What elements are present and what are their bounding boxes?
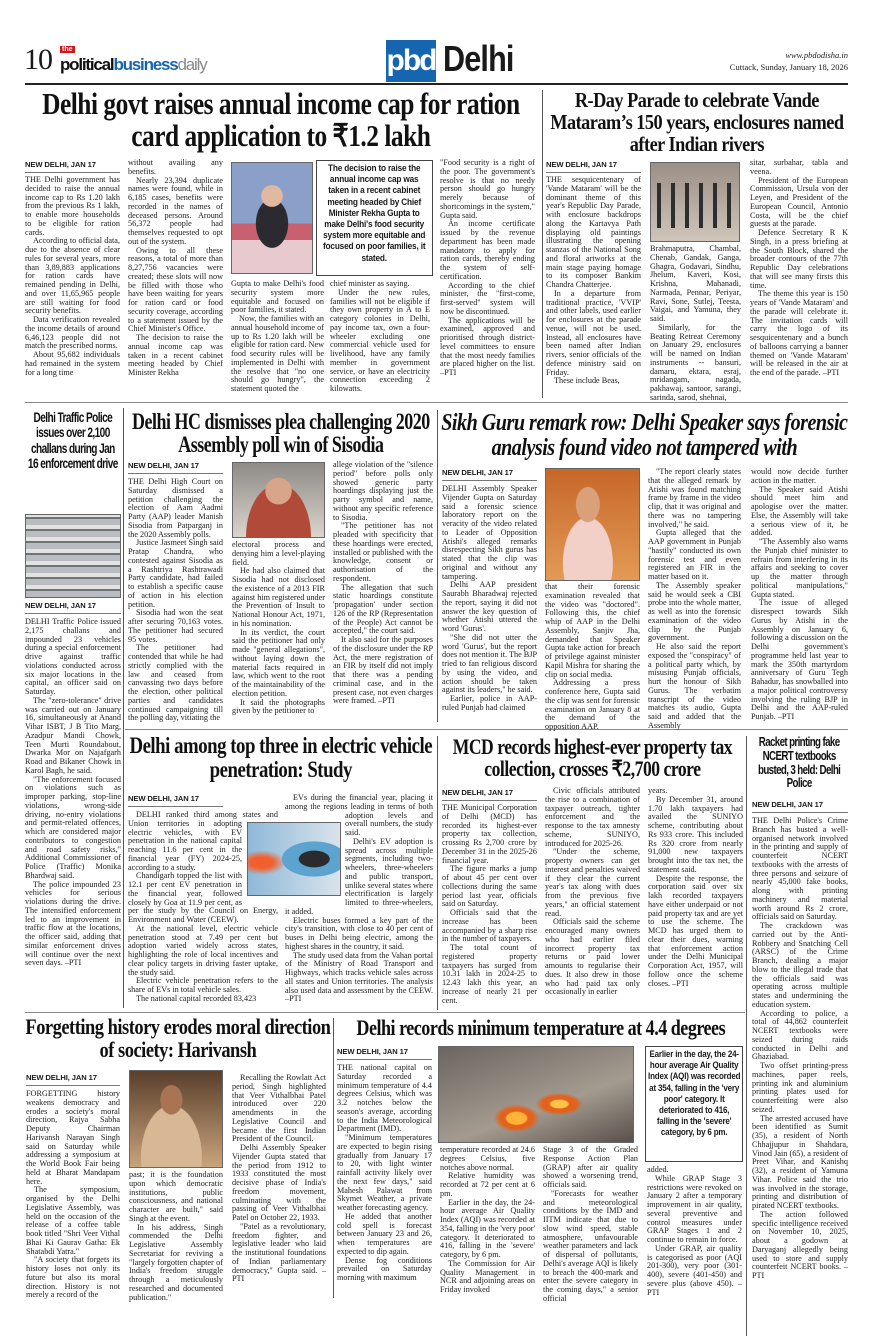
- paragraph: temperature recorded at 24.6 degrees Celsius, five notches above normal.: [440, 1145, 535, 1172]
- paragraph: electoral process and denying him a level-playing field.: [232, 540, 325, 567]
- paragraph: DELHI Assembly Speaker Vijender Gupta on Saturday said a forensic science laboratory report on the veracity of the video related to Leader of Opposition Atishi's alleged remarks disrespecting Sikh gurus has stated that the clip was original and without any tampering.: [442, 484, 537, 581]
- photo-harivansh: [129, 1070, 223, 1168]
- paragraph: Electric buses formed a key part of the city's transition, with close to 40 per cent of buses in Delhi being electric, among the highest shares in the country, it said.: [285, 915, 433, 951]
- paragraph: added.: [647, 1165, 669, 1174]
- paragraph: Stage 3 of the Graded Response Action Plan (GRAP) after air quality showed a worsening trend, officials said.: [543, 1145, 638, 1189]
- article-column: [647, 1166, 742, 1300]
- paragraph: According to official data, due to the absence of clear rules for several years, more than 3,89,883 applications for ration cards have remained pending in Delhi, and over 11,65,965 people are still waiting for food security benefits.: [25, 236, 120, 316]
- paragraph: Data verification revealed the income details of around 6,46,123 people did not match the prescribed norms.: [25, 315, 120, 351]
- pull-quote: The decision to raise the annual income cap was taken in a recent cabinet meeting headed by Chief Minister Rekha Gupta to make Delhi's food security system more equitable and focused on poor families, it stated.: [322, 163, 426, 264]
- article-column: [648, 467, 741, 730]
- dateline: NEW DELHI, JAN 17: [128, 461, 223, 474]
- paragraph: Delhi's EV adoption is spread across multiple segments, including two-wheelers, three-wheelers and public transport, unlike several states where electrification is largely limited to three-wheelers, it added.: [285, 836, 433, 916]
- paragraph: An income certificate issued by the revenue department has been made mandatory to apply for ration cards, thereby ending the system of self-certification.: [440, 219, 535, 281]
- paragraph: Chandigarh topped the list with 12.1 per cent EV penetration in the financial year, followed closely by Goa at 11.9 per cent, as per the study by the Council on Energy, Environment and Water (CEEW).: [128, 871, 278, 924]
- paragraph: He also said the report exposed the "conspiracy" of a political party which, by misusing Punjab officials, hurt the honour of Sikh Gurus. The verbatim transcript of the video matches its audio, Gupta said and added that the Assembly: [648, 642, 741, 730]
- paragraph: The police impounded 23 vehicles for serious violations during the drive. The intensified enforcement led to an improvement in traffic flow at the locations, the officer said, adding that similar enforcement drives will continue over the next seven days. –PTI: [25, 879, 121, 968]
- column-rule: [437, 736, 438, 1010]
- paragraph: years.: [648, 786, 668, 795]
- paragraph: past; it is the foundation upon which democratic institutions, public consciousness, and national character are built," said Singh at the event.: [129, 1170, 223, 1223]
- paragraph: "The Assembly also warns the Punjab chief minister to refrain from interfering in its affairs and seeking to cover up the matter through political manipulations," Gupta stated.: [751, 537, 848, 599]
- article-column: [545, 582, 640, 731]
- paragraph: Officials said that the increase has been accompanied by a sharp rise in the number of taxpayers.: [442, 908, 537, 944]
- article-column: [440, 1146, 535, 1300]
- logo-business: business: [113, 55, 178, 74]
- paragraph: The study used data from the Vahan portal of the Ministry of Road Transport and Highways, which tracks vehicle sales across all states and Union territories. The analysis also used data and assessment by the CEEW. –PTI: [285, 950, 433, 1004]
- logo-political: political: [60, 55, 114, 74]
- article-column: [231, 280, 324, 400]
- paragraph: THE Delhi government has decided to raise the annual income cap to Rs 1.20 lakh from the previous Rs 1 lakh, to enable more households to be eligible for ration cards.: [25, 175, 120, 237]
- paragraph: Nearly 23,394 duplicate names were found, while in 6,185 cases, benefits were recorded in the names of deceased persons. Around 56,372 people had themselves requested to opt out of the system.: [128, 175, 223, 246]
- paragraph: without availing any benefits.: [128, 158, 223, 176]
- article-column: [751, 468, 848, 726]
- photo-rekha-gupta: [231, 162, 313, 274]
- paragraph: Brahmaputra, Chambal, Chenab, Gandak, Ganga, Ghagra, Godavari, Sindhu, Jhelum, Kaveri, Kosi, Krishna, Mahanadi, Narmada, Pennar, Periyar, Ravi, Sone, Sutlej, Teesta, Vaigai, and Yamuna, they said.: [650, 244, 741, 323]
- dateline: NEW DELHI, JAN 17: [26, 1073, 120, 1086]
- column-rule: [333, 1018, 334, 1298]
- paragraph: Now, the families with an annual household income of up to Rs 1.20 lakh will be eligible for ration card. New food security rules will be implemented in Delhi with the resolve that "no one should go hungry", the statement quoted the: [231, 314, 324, 393]
- paragraph: Owing to all these reasons, a total of more than 8,27,756 vacancies were created; these slots will now be filled with those who have been waiting for years for ration card or food security coverage, according to a statement issued by the Chief Minister's Office.: [128, 245, 223, 334]
- paragraph: "She did not utter the word 'Gurus', but the report does not mention it. The BJP tried to fan religious discord by using the video, and action should be taken against its leaders," he said.: [442, 632, 537, 695]
- section-badge: pbd: [386, 40, 436, 82]
- article-column: [648, 787, 743, 1010]
- photo-vijender-gupta: [545, 468, 640, 581]
- paragraph: Despite the response, the corporation said over six lakh recorded taxpayers have either underpaid or not paid property tax and are yet to use the scheme. The MCD has urged them to clear their dues, warning that enforcement action under the Delhi Municipal Corporation Act, 1957, will follow once the scheme closes. –PTI: [648, 873, 743, 988]
- photo-manish-sisodia: [232, 462, 325, 538]
- paragraph: In a departure from traditional practice, 'VVIP' and other labels, used earlier for enclosures at the parade venue, will not be used. Instead, all enclosures have been named after Indian rivers, senior officials of the defence ministry said on Friday.: [546, 288, 641, 377]
- paragraph: "A society that forgets its history loses not only its future but also its moral direction. History is not merely a record of the: [26, 1255, 120, 1300]
- article-column: [129, 1171, 223, 1301]
- dateline: NEW DELHI, JAN 17: [752, 800, 848, 813]
- dateline: NEW DELHI, JAN 17: [337, 1047, 432, 1060]
- paragraph: THE national capital on Saturday recorded a minimum temperature of 4.4 degrees Celsius, which was 3.2 notches below the season's average, according to the India Meteorological Department (IMD).: [337, 1063, 432, 1134]
- paragraph: According to the chief minister, the "first-come, first-served" system will now be discontinued.: [440, 280, 535, 316]
- paragraph: Justice Jasmeet Singh said Pratap Chandra, who contested against Sisodia as a Rashtriya Rashtrawadi Party candidate, had failed to establish a specific cause of action in his election petition.: [128, 538, 223, 609]
- headline[interactable]: Sikh Guru remark row: Delhi Speaker says forensic analysis found video not tampered with: [441, 409, 848, 461]
- headline[interactable]: MCD records highest-ever property tax collection, crosses ₹2,700 crore: [452, 734, 733, 782]
- paragraph: About 95,682 individuals had remained in the system for a long time: [25, 350, 120, 377]
- paragraph: While GRAP Stage 3 restrictions were revoked on January 2 after a temporary improvement in air quality, several preventive and control measures under GRAP Stages 1 and 2 continue to remain in force.: [647, 1173, 742, 1244]
- pull-quote-box: [316, 160, 433, 276]
- paragraph: that their forensic examination revealed that the video was "doctored". Following this, the chief whip of AAP in the Delhi Assembly, Sanjiv Jha, demanded that Speaker Gupta take action for breach of privilege against minister Kapil Mishra for sharing the clip on social media.: [545, 582, 640, 679]
- pull-quote-box: [645, 1046, 743, 1162]
- paragraph: "The report clearly states that the alleged remark by Atishi was found matching frame by frame in the video clip, that it was original and there was no tampering involved," he said.: [648, 467, 741, 529]
- section-rule: [25, 1012, 745, 1013]
- headline[interactable]: Racket printing fake NCERT textbooks busted, 3 held: Delhi Police: [758, 735, 841, 791]
- headline[interactable]: Delhi Traffic Police issues over 2,100 challans during Jan 16 enforcement drive: [27, 409, 118, 472]
- paragraph: Electric vehicle penetration refers to the share of EVs in total vehicle sales.: [128, 976, 278, 994]
- photo-traffic-jam: [25, 514, 121, 598]
- photo-bonfire: [438, 1046, 634, 1143]
- paragraph: The Speaker said Atishi should meet him and apologise over the matter. Else, the Assembly will take a serious view of it, he added.: [751, 484, 848, 538]
- article-column: [442, 485, 537, 726]
- paragraph: "The enforcement focused on violations such as improper parking, stop-line violations, wrong-side driving, no-entry violations and permit-related offences, which are considered major contributors to congestion and road safety risks," Additional Commissioner of Police (Traffic) Monika Bhardwaj said.: [25, 774, 121, 880]
- headline[interactable]: Delhi govt raises annual income cap for ration card application to ₹1.2 lakh: [42, 86, 520, 153]
- paragraph: He had also claimed that Sisodia had not disclosed the existence of a 2013 FIR against him registered under the Prevention of Insult to National Honour Act, 1971, in his nomination.: [232, 566, 325, 628]
- paragraph: It also said for the purposes of the disclosure under the RP Act, the mere registration of an FIR by itself did not imply that there was a pending criminal case, and in the present case, not even charges were framed. –PTI: [333, 635, 433, 706]
- paragraph: By December 31, around 1.70 lakh taxpayers had availed the SUNIYO scheme, contributing about Rs 933 crore. This included Rs 320 crore from nearly 91,000 new taxpayers brought into the tax net, the statement said.: [648, 794, 743, 874]
- paragraph: These include Beas,: [554, 376, 620, 386]
- paragraph: Under the new rules, families will not be eligible if they own property in A to E category colonies in Delhi, pay income tax, own a four-wheeler excluding one commercial vehicle used for livelihood, have any family member in government service, or have an electricity connection exceeding 2 kilowatts.: [330, 287, 430, 393]
- dateline: NEW DELHI, JAN 17: [546, 160, 641, 173]
- article-column: [26, 1090, 120, 1300]
- article-column: [650, 245, 741, 400]
- paragraph: The Assembly speaker said he would seek a CBI probe into the whole matter, as well as into the forensic examination of the video clip by the Punjab government.: [648, 580, 741, 643]
- column-rule: [746, 736, 747, 1336]
- paragraph: The issue of alleged disrespect towards Sikh Gurus by Atishi in the Assembly on January 6, following a discussion on the Delhi government's programme held last year to mark the 350th martyrdom anniversary of Guru Tegh Bahadur, has snowballed into a major political controversy involving the ruling BJP in Delhi and the AAP-ruled Punjab. –PTI: [751, 598, 848, 721]
- paragraph: "Food security is a right of the poor. The government's resolve is that no needy person should go hungry merely because of shortcomings in the system," Gupta said.: [440, 158, 535, 220]
- paragraph: "The petitioner has not pleaded with specificity that these hoardings were erected, installed or published with the knowledge, consent or authorisation of the respondent.: [333, 521, 433, 583]
- column-rule: [123, 408, 124, 1008]
- paragraph: "Forecasts for weather and meteorological conditions by the IMD and IITM indicate that due to slow wind speed, stable atmosphere, unfavourable weather parameters and lack of dispersal of pollutants, Delhi's average AQI is likely to breach the 400-mark and enter the severe category in the coming days," a senior official: [543, 1188, 638, 1303]
- paragraph: "Patel as a revolutionary, freedom fighter, and legislative leader who laid the institutional foundations of Indian parliamentary democracy," Gupta said. –PTI: [232, 1221, 326, 1284]
- paragraph: Defence Secretary R K Singh, in a press briefing at the South Block, shared the broader contours of the 77th Republic Day celebrations that will see many firsts this time.: [750, 228, 848, 290]
- website: www.pbdodisha.in: [785, 50, 848, 60]
- paragraph: The decision to raise the annual income cap was taken in a recent cabinet meeting headed by Chief Minister Rekha: [128, 333, 223, 377]
- paragraph: Civic officials attributed the rise to a combination of taxpayer outreach, tighter enforcement and the response to the tax amnesty scheme, SUNIYO, introduced for 2025-26.: [545, 786, 640, 848]
- paragraph: It said the photographs given by the petitioner to: [232, 697, 325, 716]
- article-body: [25, 618, 121, 1010]
- article-column: [543, 1145, 638, 1303]
- paragraph: DELHI ranked third among states and Union territories in adopting electric vehicles, with EV penetration in the national capital reaching 11.6 per cent in the financial year (FY) 2024-25, according to a study.: [128, 810, 278, 872]
- article-column: [333, 461, 433, 726]
- headline[interactable]: Delhi among top three in electric vehicle penetration: Study: [129, 733, 433, 783]
- article-column: [337, 1064, 432, 1300]
- paragraph: Addressing a press conference here, Gupta said the clip was sent for forensic examination on January 8 at the demand of the opposition AAP.: [545, 678, 640, 731]
- paragraph: THE Delhi High Court on Saturday dismissed a petition challenging the election of Aam Aadmi Party (AAP) leader Manish Sisodia from Patparganj in the 2020 Assembly polls.: [128, 477, 223, 539]
- paragraph: Sisodia had won the seat after securing 70,163 votes. The petitioner had secured 95 votes.: [128, 608, 223, 644]
- photo-parade: [650, 162, 740, 242]
- paragraph: Dense fog conditions prevailed on Saturday morning with maximum: [337, 1255, 432, 1282]
- paragraph: would now decide further action in the matter.: [751, 467, 848, 485]
- article-body: [752, 817, 848, 1337]
- paragraph: Similarly, for the Beating Retreat Ceremony on January 29, enclosures will be named on Indian instruments -- bansuri, damaru, ektara, esraj, mridangam, nagada, pakhawaj, santoor, sarangi, sarinda, sarod, shehnai,: [650, 322, 741, 402]
- dateline: NEW DELHI, JAN 17: [25, 160, 120, 173]
- article-column: [232, 1074, 326, 1300]
- article-column: [750, 159, 848, 400]
- paragraph: At the national level, electric vehicle penetration stood at 7.49 per cent but adoption varied widely across states, highlighting the role of local incentives and clear policy targets in driving faster uptake, the study said.: [128, 923, 278, 977]
- paragraph: He added that another cold spell is forecast between January 23 and 26, when temperatures are expected to dip again.: [337, 1211, 432, 1256]
- article-column: [128, 478, 223, 726]
- column-rule: [437, 410, 438, 722]
- paragraph: Gupta to make Delhi's food security system more equitable and focused on poor families, it stated.: [231, 279, 324, 315]
- article-column: [545, 787, 640, 1010]
- paragraph: THE Delhi Police's Crime Branch has busted a well-organised network involved in the printing and supply of counterfeit NCERT textbooks with the arrests of three persons and seizure of nearly 45,000 fake books, along with printing machinery and material worth around Rs 2 crore, officials said on Saturday.: [752, 816, 848, 922]
- dateline: NEW DELHI, JAN 17: [25, 601, 121, 614]
- article-column: [330, 280, 430, 400]
- paragraph: Delhi AAP president Saurabh Bharadwaj rejected the report, saying it did not answer the key question of whether Atishi uttered the word 'Gurus'.: [442, 580, 537, 633]
- paragraph: In his address, Singh commended the Delhi Legislative Assembly Secretariat for reviving a "largely forgotten chapter of India's freedom struggle through a meticulously researched and documented publication.": [129, 1222, 223, 1302]
- paragraph: DELHI Traffic Police issued 2,175 challans and impounded 23 vehicles during a special enforcement drive against traffic violations conducted across six major locations in the capital, an officer said on Saturday.: [25, 617, 121, 696]
- masthead-rule: [25, 83, 848, 85]
- paragraph: Officials said the scheme encouraged many owners who had earlier filed incorrect property tax returns or paid lower amounts to regularise their dues. It also drew in those who had paid tax only occasionally in earlier: [545, 917, 640, 997]
- paragraph: The Commission for Air Quality Management in NCR and adjoining areas on Friday invoked: [440, 1258, 535, 1294]
- issue-date: Cuttack, Sunday, January 18, 2026: [729, 62, 848, 72]
- page-number: 10: [24, 43, 52, 76]
- paragraph: Two offset printing-press machines, paper reels, printing ink and aluminium printing plates used for counterfeiting were also seized.: [752, 1061, 848, 1114]
- pull-quote: Earlier in the day, the 24-hour average Air Quality Index (AQI) was recorded at 354, falling in the 'very poor' category. It deteriorated to 416, falling in the 'severe' category, by 6 pm.: [648, 1049, 741, 1138]
- article-column: [25, 176, 120, 400]
- paragraph: The total count of registered property taxpayers has surged from 10.31 lakh in 2024-25 to 12.43 lakh this year, an increase of nearly 21 per cent.: [442, 943, 537, 1005]
- dateline: NEW DELHI, JAN 17: [128, 794, 223, 807]
- article-column: [440, 159, 535, 400]
- article-column: [232, 541, 325, 726]
- paragraph: The theme this year is 150 years of 'Vande Mataram' and the parade will celebrate it. The invitation cards will carry the logo of its sesquicentenary and a bunch of balloons carrying a banner themed on 'Vande Mataram' will be released in the air at the end of the parade. –PTI: [750, 289, 848, 377]
- headline[interactable]: Delhi records minimum temperature at 4.4 degrees: [356, 1015, 726, 1040]
- paragraph: President of the European Commission, Ursula von der Leyen, and President of the European Council, Antonio Costa, will be the chief guests at the parade.: [750, 175, 848, 229]
- paragraph: FORGETTING history weakens democracy and erodes a society's moral direction, Rajya Sabha Deputy Chairman Harivansh Narayan Singh said on Saturday while addressing a symposium at the World Book Fair being held at Bharat Mandapam here.: [26, 1089, 120, 1186]
- paragraph: In its verdict, the court said the petitioner had only made "general allegations", without laying down the material facts required in law, which went to the root of the maintainability of the election petition.: [232, 627, 325, 698]
- paragraph: Relative humidity was recorded at 72 per cent at 6 pm.: [440, 1171, 535, 1198]
- paragraph: The applications will be examined, approved and prioritised through district-level committees to ensure that the most needy families are placed higher on the list. –PTI: [440, 315, 535, 377]
- paragraph: The "zero-tolerance" drive was carried out on January 16, simultaneously at Anand Vihar ISBT, J B Tito Marg, Azadpur Mandi Chowk, Teen Murti Roundabout, Dwarka Mor on Najafgarh Road and Bikaner Chowk in Karol Bagh, he said.: [25, 695, 121, 775]
- paragraph: Earlier in the day, the 24-hour average Air Quality Index (AQI) was recorded at 354, falling in the 'very poor' category. It deteriorated to 416, falling in the 'severe' category, by 6 pm.: [440, 1197, 535, 1259]
- article-column: [546, 176, 641, 400]
- paragraph: The figure marks a jump of about 45 per cent over collections during the same period last year, officials said on Saturday.: [442, 864, 537, 909]
- newspaper-logo: [60, 46, 230, 80]
- logo-daily: daily: [177, 55, 207, 74]
- paragraph: "Minimum temperatures are expected to begin rising gradually from January 17 to 20, with light winter rainfall activity likely over the next few days," said Mahesh Palawat from Skymet Weather, a private weather forecasting agency.: [337, 1133, 432, 1212]
- paragraph: According to police, a total of 44,862 counterfeit NCERT textbooks were seized during raids conducted in Delhi and Ghaziabad.: [752, 1008, 848, 1062]
- paragraph: THE Municipal Corporation of Delhi (MCD) has recorded its highest-ever property tax collection, crossing Rs 2,700 crore by December 31 in the 2025-26 financial year.: [442, 803, 537, 865]
- paragraph: The allegation that such static hoardings constitute 'propagation' under section 126 of the RP (Representation of the People) Act cannot be accepted," the court said.: [333, 582, 433, 636]
- paragraph: The petitioner had contended that while he had strictly complied with the law and ceased from canvassing two days before the election, other political parties and candidates continued campaigning till the polling day, vitiating the: [128, 643, 223, 723]
- paragraph: Gupta alleged that the AAP government in Punjab "hastily" conducted its own forensic test and even registered an FIR in the matter based on it.: [648, 528, 741, 581]
- paragraph: EVs during the financial year, placing it among the regions leading in terms of both adoption levels and overall numbers, the study said.: [285, 793, 433, 837]
- paragraph: Recalling the Rowlatt Act period, Singh highlighted that Veer Vithalbhai Patel introduced over 220 amendments in the Legislative Council and became the first Indian President of the Council.: [232, 1073, 326, 1144]
- paragraph: The arrested accused have been identified as Sumit (35), a resident of North Chhajjupur in Shahdara, Vinod Jain (65), a resident of Preet Vihar, and Kanishq (32), a resident of Yamuna Vihar. Police said the trio was involved in the storage, printing and distribution of pirated NCERT textbooks.: [752, 1113, 848, 1210]
- paragraph: The symposium, organised by the Delhi Legislative Assembly, was held on the occasion of the release of a coffee table book titled "Shri Veer Vithal Bhai Ki Gaurav Gatha: Ek Shatabdi Yatra.": [26, 1185, 120, 1256]
- article-column: [128, 159, 223, 400]
- article-column: [442, 804, 537, 1010]
- paragraph: chief minister as saying.: [330, 279, 410, 288]
- column-rule: [542, 90, 543, 398]
- paragraph: The national capital recorded 83,423: [136, 993, 257, 1003]
- paragraph: Delhi Assembly Speaker Vijender Gupta stated that the period from 1912 to 1933 constituted the most decisive phase of India's freedom movement, culminating with the passing of Veer Vithalbhai Patel on October 22, 1933.: [232, 1143, 326, 1222]
- paragraph: Under GRAP, air quality is categorised as poor (AQI 201-300), very poor (301-400), severe (401-450) and severe plus (above 450). –PTI: [647, 1243, 742, 1297]
- headline[interactable]: R-Day Parade to celebrate Vande Mataram’s 150 years, enclosures named after Indian rivers: [550, 88, 844, 156]
- headline[interactable]: Forgetting history erodes moral direction of society: Harivansh: [25, 1014, 331, 1062]
- paragraph: sitar, surbahar, tabla and veena.: [750, 158, 848, 176]
- paragraph: THE sesquicentenary of 'Vande Mataram' will be the dominant theme of this year's Republic Day Parade, with enclosure backdrops along the Kartavya Path displaying old paintings illustrating the opening stanzas of the National Song and floral artworks at the main stage paying homage to its composer Bankim Chandra Chatterjee.: [546, 175, 641, 289]
- logo-the: the: [62, 46, 73, 53]
- photo-ev-charging: [247, 822, 341, 896]
- paragraph: "Under the scheme, property owners can get interest and penalties waived if they clear the current year's tax along with dues from the previous five years," an official statement read.: [545, 847, 640, 918]
- headline[interactable]: Delhi HC dismisses plea challenging 2020 Assembly poll win of Sisodia: [131, 409, 430, 458]
- section-title: Delhi: [443, 38, 514, 79]
- paragraph: The crackdown was carried out by the Anti-Robbery and Snatching Cell (ARSC) of the Crime Branch, dealing a major blow to the illegal trade that the officials said was operating across multiple states and undermining the education system.: [752, 921, 848, 1009]
- paragraph: allege violation of the "silence period" before polls only showed generic party hoardings displaying just the party symbol and name, without any specific reference to Sisodia.: [333, 460, 433, 522]
- dateline: NEW DELHI, JAN 17: [442, 788, 537, 801]
- paragraph: Earlier, police in AAP-ruled Punjab had claimed: [442, 694, 537, 712]
- paragraph: The action followed specific intelligence received on November 10, 2025, about a godown at Daryaganj allegedly being used to store and supply counterfeit NCERT books. –PTI: [752, 1209, 848, 1280]
- dateline: NEW DELHI, JAN 17: [442, 468, 537, 481]
